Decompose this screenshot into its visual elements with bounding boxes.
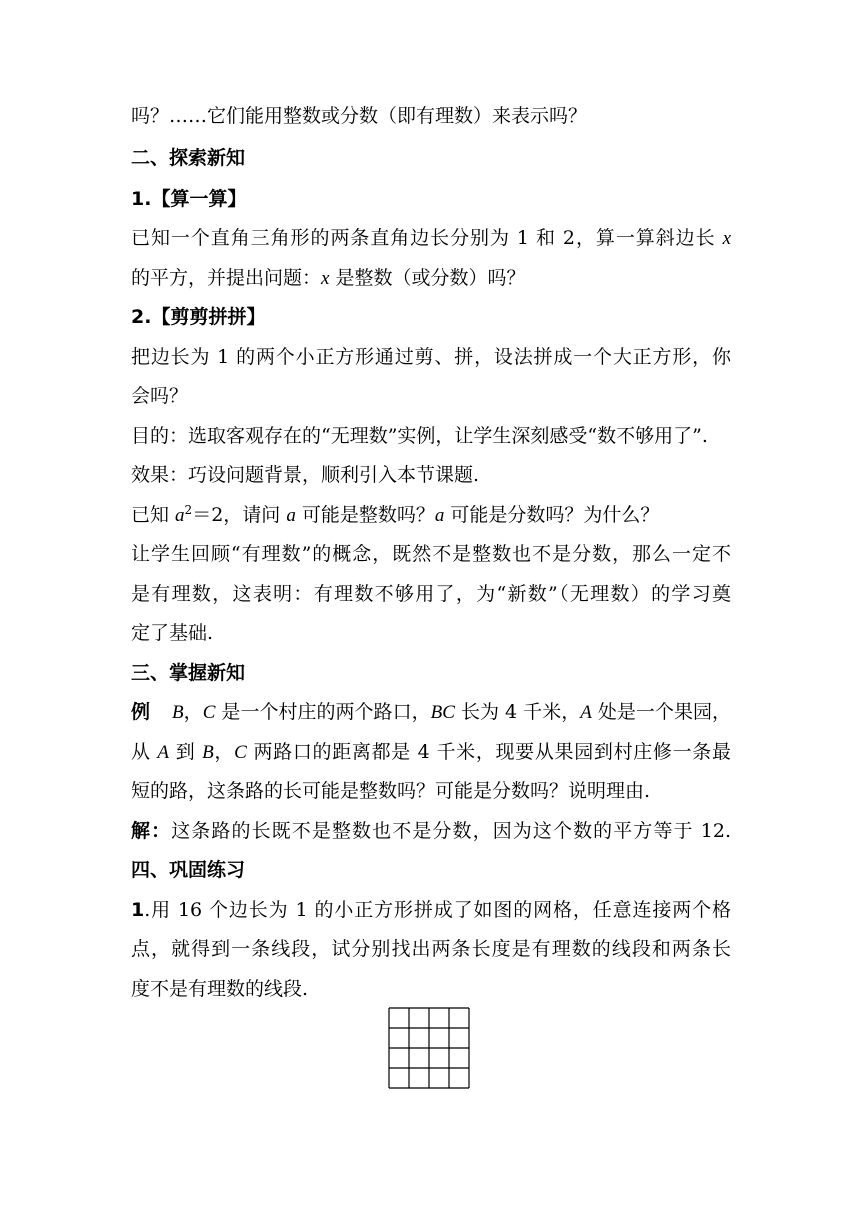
text-segment: ，	[213, 741, 235, 763]
text-line-example-1	[131, 700, 731, 726]
text-segment: 到	[169, 741, 203, 763]
variable-a: a	[175, 505, 185, 526]
example-label: 例	[131, 701, 151, 723]
variable: A	[580, 702, 592, 723]
variable: A	[157, 742, 170, 763]
heading-explore-new-knowledge: 二、探索新知	[131, 147, 246, 169]
exponent: 2	[184, 503, 193, 517]
text-segment: 可能是整数吗？	[295, 504, 435, 526]
solution-label: 解：	[131, 820, 172, 842]
variable: C	[202, 702, 216, 723]
text-line-question-2: 点，就得到一条线段，试分别找出两条长度是有理数的线段和两条长	[131, 938, 731, 960]
text-line-a-squared	[131, 503, 731, 529]
text-line-review-1: 让学生回顾“有理数”的概念，既然不是整数也不是分数，那么一定不	[131, 543, 731, 565]
heading-practice: 四、巩固练习	[131, 859, 246, 881]
text-line-cut-1: 把边长为 1 的两个小正方形通过剪、拼，设法拼成一个大正方形，你	[131, 346, 731, 368]
variable: B	[202, 742, 214, 763]
variable-a: a	[286, 505, 296, 526]
text-line-intro-question: 吗？……它们能用整数或分数（即有理数）来表示吗？	[131, 105, 588, 127]
solution-text: 这条路的长既不是整数也不是分数，因为这个数的平方等于 12.	[171, 820, 731, 842]
text-line-cut-2: 会吗？	[131, 385, 189, 407]
text-segment: ＝2，请问	[192, 504, 287, 526]
variable-x: x	[722, 228, 731, 249]
variable-a: a	[434, 505, 445, 526]
text-line-purpose: 目的：选取客观存在的“无理数”实例，让学生深刻感受“数不够用了”.	[131, 425, 708, 447]
variable: B	[172, 702, 184, 723]
text-segment: 两路口的距离都是 4 千米，现要从果园到村庄修一条最	[246, 741, 731, 763]
text-line-review-2: 是有理数，这表明：有理数不够用了，为“新数”（无理数）的学习奠	[131, 583, 731, 605]
subheading-calculate: 1.【算一算】	[131, 188, 247, 210]
text-line-review-3: 定了基础.	[131, 622, 214, 644]
text-segment: 是一个村庄的两个路口，	[215, 701, 431, 723]
text-line-question-3: 度不是有理数的线段.	[131, 978, 309, 1000]
text-line-solution	[131, 819, 731, 845]
text-segment: 可能是分数吗？为什么？	[444, 504, 660, 526]
variable-x: x	[321, 268, 330, 289]
variable: BC	[430, 702, 455, 723]
text-line-calc-2	[131, 266, 731, 292]
text-segment: 的平方，并提出问题：	[131, 267, 322, 289]
text-segment: 长为 4 千米，	[454, 701, 581, 723]
text-segment: 从	[131, 741, 158, 763]
text-line-example-2	[131, 740, 731, 766]
text-segment: ，	[183, 701, 203, 723]
text-segment: 已知	[131, 504, 176, 526]
variable: C	[234, 742, 247, 763]
text-segment: .用 16 个边长为 1 的小正方形拼成了如图的网格，任意连接两个格	[144, 899, 731, 921]
text-segment: 已知一个直角三角形的两条直角边长分别为 1 和 2，算一算斜边长	[131, 227, 723, 249]
text-line-question-1	[131, 898, 731, 924]
text-line-calc-1	[131, 226, 731, 252]
text-line-effect: 效果：巧设问题背景，顺利引入本节课题.	[131, 464, 480, 486]
text-line-example-3: 短的路，这条路的长可能是整数吗？可能是分数吗？说明理由.	[131, 780, 651, 802]
text-segment: 处是一个果园，	[591, 701, 731, 723]
square-grid-figure	[388, 1007, 470, 1089]
text-segment: 是整数（或分数）吗？	[329, 267, 526, 289]
subheading-cut-and-paste: 2.【剪剪拼拼】	[131, 306, 266, 328]
question-number: 1	[131, 899, 145, 921]
heading-master-new-knowledge: 三、掌握新知	[131, 662, 246, 684]
